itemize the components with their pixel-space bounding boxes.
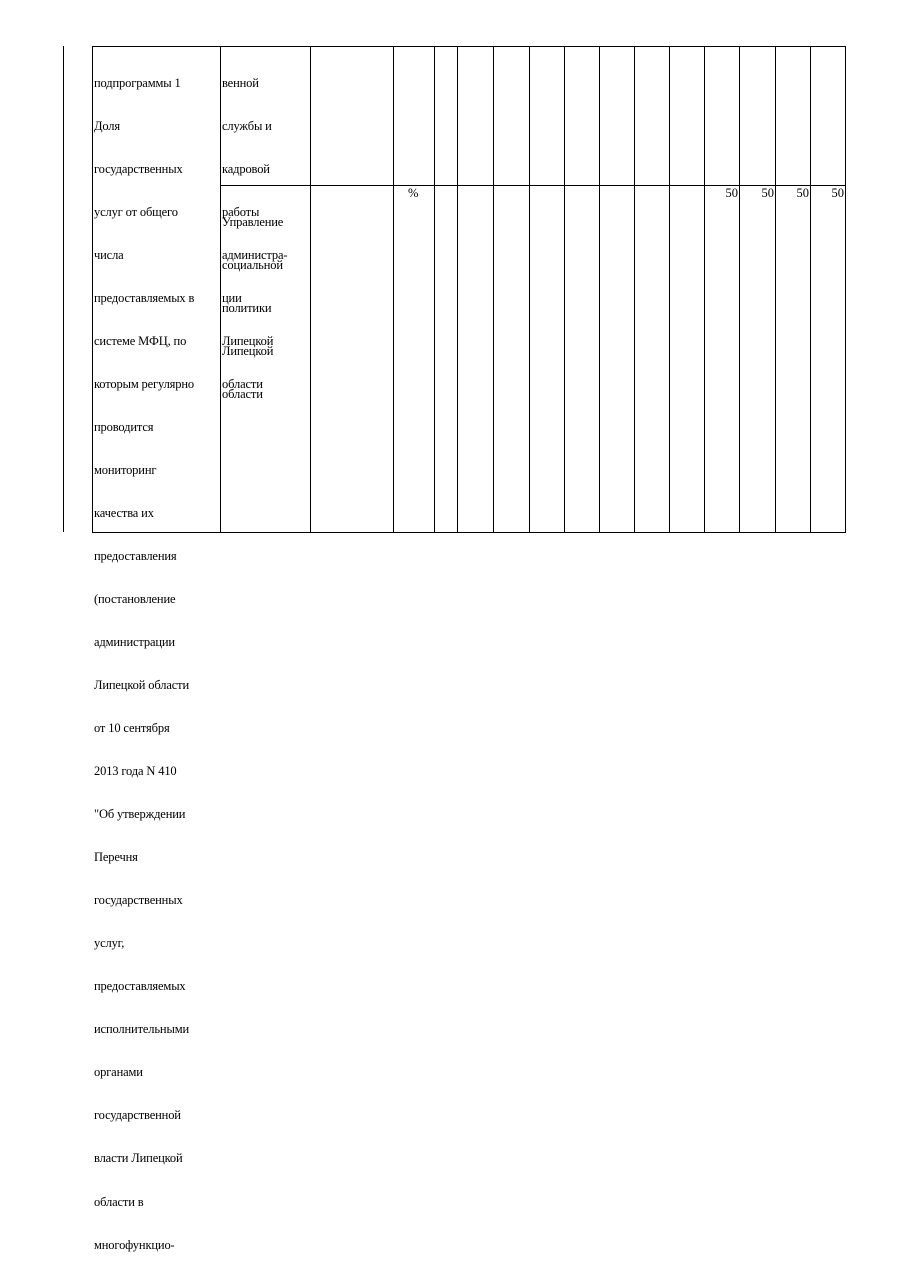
indicator-line: подпрограммы 1 (94, 75, 181, 90)
column-divider (775, 46, 776, 532)
row2-responsible-cell (222, 186, 283, 430)
indicator-line: государственной (94, 1108, 181, 1123)
row2-unit-cell: % (408, 186, 419, 200)
indicator-line: 2013 года N 410 (94, 764, 177, 779)
indicator-line: числа (94, 247, 124, 262)
indicator-line: Перечня (94, 850, 138, 865)
responsible-line: венной (222, 75, 259, 90)
column-divider (810, 46, 811, 532)
indicator-line: которым регулярно (94, 376, 195, 391)
row2-value-cell: 50 (725, 186, 738, 200)
row2-value-cell: 50 (831, 186, 844, 200)
indicator-line: предоставления (94, 549, 177, 564)
indicator-line: власти Липецкой (94, 1151, 183, 1166)
indicator-line: (постановление (94, 592, 176, 607)
indicator-line: Доля (94, 118, 120, 133)
column-divider (739, 46, 740, 532)
indicator-line: области в (94, 1194, 144, 1209)
indicator-line: исполнительными (94, 1022, 190, 1037)
indicator-line: системе МФЦ, по (94, 333, 187, 348)
column-divider (634, 46, 635, 532)
column-divider (529, 46, 530, 532)
row2-value-cell: 50 (796, 186, 809, 200)
responsible-line: социальной (222, 257, 283, 272)
indicator-cell (94, 47, 194, 1280)
indicator-line: качества их (94, 506, 154, 520)
indicator-line: мониторинг (94, 462, 157, 477)
column-divider (393, 46, 394, 532)
table-border-top (92, 46, 846, 47)
indicator-line: государственных (94, 893, 183, 908)
column-divider (704, 46, 705, 532)
responsible-line: Липецкой (222, 333, 274, 348)
indicator-line: государственных (94, 161, 183, 176)
indicator-line: услуг от общего (94, 204, 178, 219)
indicator-line: услуг, (94, 936, 125, 951)
responsible-line: Липецкой (222, 343, 274, 358)
responsible-line: службы и (222, 118, 272, 133)
column-divider (457, 46, 458, 532)
indicator-line: администрации (94, 635, 175, 650)
table-border-bottom (92, 532, 846, 533)
column-divider (493, 46, 494, 532)
column-divider (599, 46, 600, 532)
column-divider (220, 46, 221, 532)
responsible-line: области (222, 386, 263, 401)
column-divider (92, 46, 93, 532)
indicator-line: "Об утверждении (94, 807, 186, 822)
responsible-line: кадровой (222, 161, 270, 176)
responsible-line: администра- (222, 247, 288, 262)
table-border-left (63, 46, 64, 532)
responsible-line: работы (222, 204, 260, 219)
indicator-line: Липецкой области (94, 678, 189, 693)
column-divider (434, 46, 435, 532)
row2-value-cell: 50 (761, 186, 774, 200)
column-divider (564, 46, 565, 532)
indicator-line: от 10 сентября (94, 721, 170, 736)
column-divider (669, 46, 670, 532)
indicator-line: проводится (94, 419, 154, 434)
responsible-line: политики (222, 300, 272, 315)
responsible-line: Управление (222, 214, 284, 229)
indicator-line: предоставляемых (94, 979, 186, 994)
indicator-line: многофункцио- (94, 1237, 175, 1252)
column-divider (310, 46, 311, 532)
table-border-right (845, 46, 846, 532)
indicator-line: органами (94, 1065, 143, 1080)
indicator-line: предоставляемых в (94, 290, 195, 305)
responsible-line: области (222, 376, 263, 391)
responsible-line: ции (222, 290, 242, 305)
